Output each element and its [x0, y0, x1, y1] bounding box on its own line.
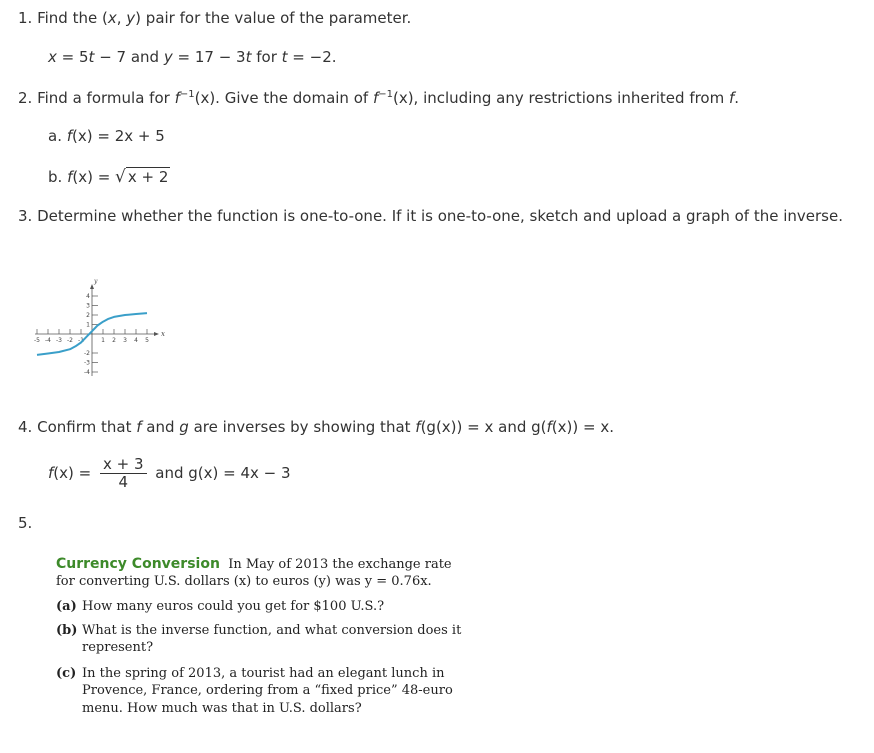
question-4-functions	[48, 456, 291, 491]
q1-eq-x-rhs-a: = 5	[56, 48, 89, 66]
q4-f: f	[136, 418, 142, 436]
q2-sup1: −1	[179, 89, 195, 100]
q2b-sqrt	[115, 167, 170, 187]
q1-eq-y: y	[163, 48, 173, 66]
q5b-text-a: What is the inverse function, and what conversion does it	[82, 623, 462, 638]
q4-gf-end: (x)) = x.	[551, 418, 614, 436]
q2b-expr: (x) =	[72, 168, 116, 186]
q2b-f: f	[67, 168, 73, 186]
x-tick-label: -3	[56, 337, 62, 344]
question-3-prompt	[18, 207, 843, 225]
q3-number: 3.	[18, 207, 33, 225]
q2-f3: f	[729, 89, 735, 107]
q4-fx-f: f	[48, 464, 54, 482]
question-2-prompt	[18, 89, 739, 107]
q1-text-a: Find the (	[37, 9, 108, 27]
q2a-f: f	[66, 127, 73, 145]
x-tick-label: -4	[45, 337, 51, 344]
q2-f1: f	[174, 89, 180, 107]
x-tick-label: -1	[78, 337, 84, 344]
graph-axes	[35, 278, 165, 376]
q2a-expr: (x) = 2x + 5	[72, 127, 165, 145]
x-tick-label: 3	[123, 337, 127, 344]
question-2a	[48, 127, 165, 145]
q4-and: and	[141, 418, 180, 436]
q1-eq-value: = −2.	[287, 48, 337, 66]
q4-frac-denominator: 4	[118, 473, 128, 491]
question-1-prompt	[18, 9, 411, 27]
q1-eq-y-rhs: = 17 − 3	[172, 48, 246, 66]
q1-var-y: y	[126, 9, 136, 27]
q2b-label: b.	[48, 168, 63, 186]
q5-intro-a: In May of 2013 the exchange rate	[228, 557, 452, 572]
q4-text-a: Confirm that	[37, 418, 137, 436]
q2a-label: a.	[48, 127, 62, 145]
q1-eq-for: for	[251, 48, 282, 66]
q4-fx-lhs: (x) =	[53, 464, 96, 482]
q1-eq-t: t	[88, 48, 95, 66]
q1-var-x: x	[107, 9, 117, 27]
y-tick-label: 3	[86, 302, 90, 310]
y-tick-label: -3	[84, 359, 90, 367]
x-tick-label: 1	[101, 337, 105, 344]
q1-eq-x-rhs-b: − 7 and	[94, 48, 164, 66]
q2-sup2: −1	[378, 89, 393, 100]
q2b-radicand: x + 2	[127, 168, 169, 186]
question-4-prompt	[18, 418, 614, 436]
q2-end: .	[734, 89, 740, 107]
q5c-label: (c)	[56, 666, 77, 681]
q2-text-c: (x), including any restrictions inherited from	[392, 89, 729, 107]
q5-part-c	[56, 666, 444, 681]
y-tick-label: -4	[84, 369, 90, 376]
q5b-text-b: represent?	[82, 640, 154, 655]
q4-gx: and g(x) = 4x − 3	[150, 464, 291, 482]
y-tick-label: 4	[86, 293, 90, 300]
y-tick-label: 1	[86, 321, 90, 329]
question-1-equation	[48, 48, 337, 66]
sqrt-icon: √	[115, 167, 126, 187]
x-tick-label: -2	[67, 337, 73, 344]
q3-text: Determine whether the function is one-to-one. If it is one-to-one, sketch and upload a graph of the inverse.	[37, 207, 843, 225]
q5-intro-line-1	[56, 556, 452, 572]
q4-fg-f: f	[415, 418, 421, 436]
q4-fg-mid: (g(x)) = x and g(	[420, 418, 547, 436]
q2-number: 2.	[18, 89, 33, 107]
q2-text-b: (x). Give the domain of	[194, 89, 373, 107]
q5c-text-a: In the spring of 2013, a tourist had an elegant lunch in	[82, 666, 445, 681]
q4-gf-f: f	[546, 418, 552, 436]
q1-eq-x: x	[48, 48, 57, 66]
q4-fraction	[100, 456, 147, 491]
q5-number: 5.	[18, 514, 33, 532]
q5c-text-c: menu. How much was that in U.S. dollars?	[82, 701, 362, 716]
q2-text-a: Find a formula for	[37, 89, 175, 107]
q5-intro-line-2: for converting U.S. dollars (x) to euros (y) was y = 0.76x.	[56, 574, 432, 589]
q2-f2: f	[372, 89, 379, 107]
y-axis-label: y	[94, 278, 98, 285]
q4-frac-numerator: x + 3	[100, 456, 147, 474]
x-tick-label: -5	[34, 337, 40, 344]
q4-text-b: are inverses by showing that	[188, 418, 416, 436]
question-2b	[48, 167, 170, 187]
q5c-text-b: Provence, France, ordering from a “fixed price” 48-euro	[82, 683, 453, 698]
q5-part-a	[56, 599, 384, 614]
q5b-label: (b)	[56, 623, 78, 638]
q1-eq-t2: t	[281, 48, 288, 66]
x-tick-label: 4	[134, 337, 138, 344]
y-tick-label: -2	[84, 350, 90, 357]
q5a-text: How many euros could you get for $100 U.S.?	[82, 599, 385, 614]
x-axis-label: x	[161, 330, 165, 338]
x-tick-label: 2	[112, 337, 116, 344]
function-graph	[17, 248, 187, 398]
y-tick-label: 2	[86, 312, 90, 319]
x-axis-arrow-icon	[154, 332, 159, 336]
graph-ticks	[34, 293, 149, 376]
q5-title: Currency Conversion	[56, 556, 220, 572]
q5a-label: (a)	[56, 599, 77, 614]
q4-number: 4.	[18, 418, 33, 436]
q4-g: g	[179, 418, 189, 436]
q1-eq-y-t: t	[245, 48, 252, 66]
q5-part-b	[56, 623, 461, 638]
q1-comma: ,	[116, 9, 127, 27]
q1-number: 1.	[18, 9, 33, 27]
x-tick-label: 5	[145, 337, 149, 344]
q1-text-b: ) pair for the value of the parameter.	[135, 9, 412, 27]
